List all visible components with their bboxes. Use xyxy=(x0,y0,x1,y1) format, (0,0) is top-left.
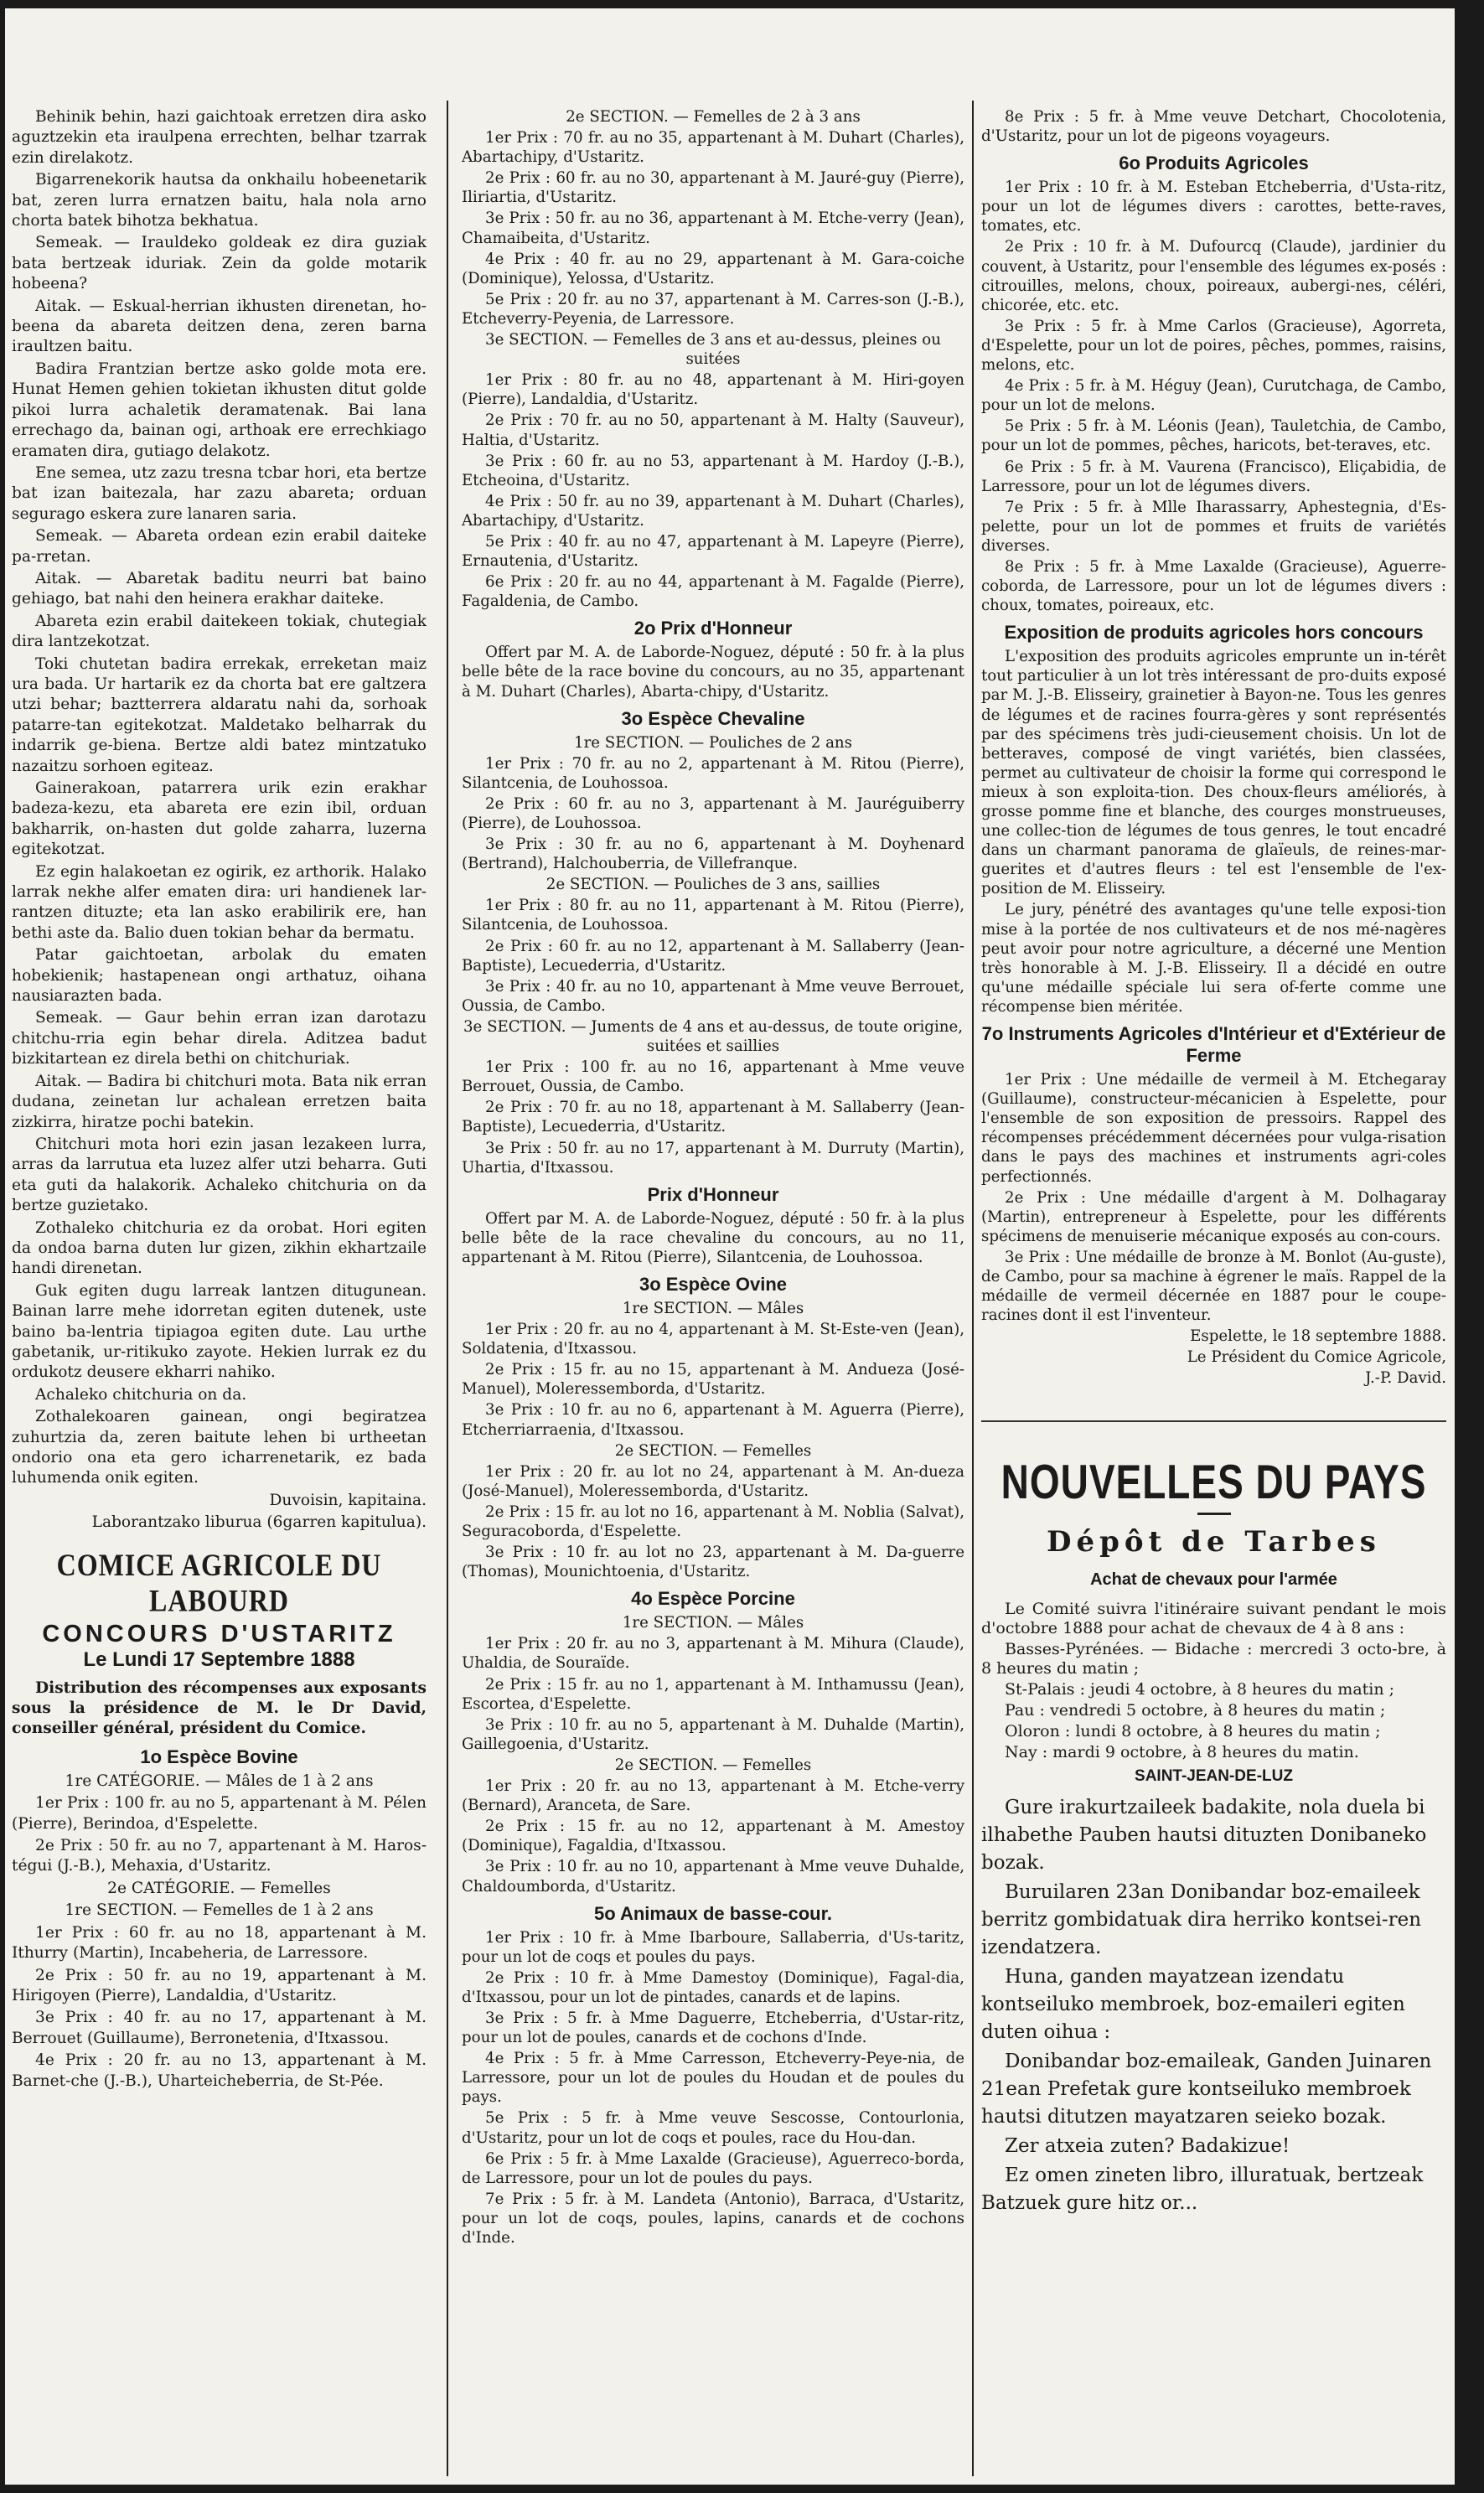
prize-entry: 4e Prix : 40 fr. au no 29, appartenant à M. Gara-coiche (Dominique), Yelossa, d'Ustaritz. xyxy=(462,250,964,287)
article-paragraph: Toki chutetan badira errekak, erreketan maiz ura bada. Ur hartarik ez da chorta bat ere galtzera utzi behar; baztterrera aldaratu nahi da, sorhoak patarre-tan egitekotzat. Maldetako belharrak du indarrik ge-biena. Bertze aldi batez mintzatuko nazaitzu sorhoen egiteaz. xyxy=(12,654,427,775)
section-label: 1re SECTION. — Mâles xyxy=(622,1614,804,1632)
section-heading: 2o Prix d'Honneur xyxy=(633,618,793,639)
prize-entry: 3e Prix : Une médaille de bronze à M. Bonlot (Au-guste), de Cambo, pour sa machine à égrener le maïs. Rappel de la médaille de vermeil décernée en 1887 pour le coupe-racines dont il est l'inventeur. xyxy=(981,1248,1446,1325)
prize-entry: 1er Prix : 100 fr. au no 16, appartenant à Mme veuve Berrouet, Oussia, de Cambo. xyxy=(462,1058,964,1096)
itinerary-line: Oloron : lundi 8 octobre, à 8 heures du matin ; xyxy=(1005,1722,1381,1741)
prize-entry: 2e Prix : 15 fr. au no 15, appartenant à M. Andueza (José-Manuel), Moleressemborda, d'Ustaritz. xyxy=(462,1361,964,1399)
prize-entry: Offert par M. A. de Laborde-Noguez, député : 50 fr. à la plus belle bête de la race bovine du concours, au no 35, appartenant à M. Duhart (Charles), Abarta-chipy, d'Ustaritz. xyxy=(462,644,964,701)
prize-entry: 2e Prix : 50 fr. au no 19, appartenant à M. Hirigoyen (Pierre), Landaldia, d'Ustaritz. xyxy=(12,1966,427,2004)
prize-entry: 2e Prix : 60 fr. au no 12, appartenant à M. Sallaberry (Jean-Baptiste), Lecuederria, d'Ustaritz. xyxy=(462,937,964,975)
prize-entry: 1er Prix : 10 fr. à Mme Ibarboure, Sallaberria, d'Us-taritz, pour un lot de coqs et poules du pays. xyxy=(462,1928,964,1966)
prize-entry: 3e Prix : 30 fr. au no 6, appartenant à M. Doyhenard (Bertrand), Halchouberria, de Villefranque. xyxy=(462,835,964,873)
itinerary-line: St-Palais : jeudi 4 octobre, à 8 heures du matin ; xyxy=(1005,1679,1395,1699)
prize-entry: 4e Prix : 5 fr. à Mme Carresson, Etcheverry-Peye-nia, de Larressore, pour un lot de poules du Houdan et de poules du pays. xyxy=(462,2050,964,2107)
section-label: 1re SECTION. — Mâles xyxy=(622,1299,804,1317)
column-concours-results xyxy=(462,107,964,2249)
prize-entry: 3e Prix : 10 fr. au no 5, appartenant à M. Duhalde (Martin), Gaillegoenia, d'Ustaritz. xyxy=(462,1715,964,1753)
prize-entry: 1er Prix : 70 fr. au no 35, appartenant à M. Duhart (Charles), Abartachipy, d'Ustaritz. xyxy=(462,129,964,167)
prize-entry: 4e Prix : 5 fr. à M. Héguy (Jean), Curutchaga, de Cambo, pour un lot de melons. xyxy=(981,377,1446,415)
prize-entry: 2e Prix : 50 fr. au no 7, appartenant à M. Haros-tégui (J.-B.), Mehaxia, d'Ustaritz. xyxy=(12,1837,427,1875)
concours-date: Le Lundi 17 Septembre 1888 xyxy=(83,1647,355,1671)
prize-entry: 3e Prix : 5 fr. à Mme Carlos (Gracieuse), Agorreta, d'Espelette, pour un lot de poires, pêches, pommes, raisins, melons, etc. xyxy=(981,317,1446,375)
section-label: 3e SECTION. — Femelles de 3 ans et au-dessus, pleines ou suitées xyxy=(485,331,941,369)
section-label: 3e SECTION. — Juments de 4 ans et au-dessus, de toute origine, suitées et saillies xyxy=(463,1017,964,1056)
concours-title: CONCOURS D'USTARITZ xyxy=(42,1620,396,1647)
prize-entry: 6e Prix : 5 fr. à Mme Laxalde (Gracieuse), Aguerreco-borda, de Larressore, pour un lot de poules du pays. xyxy=(462,2149,964,2187)
concours-intro: Distribution des récompenses aux exposants sous la présidence de M. le Dr David, conseiller général, président du Comice. xyxy=(12,1678,427,1738)
column-rule-1 xyxy=(447,101,448,2476)
article-paragraph: Chitchuri mota hori ezin jasan lezakeen lurra, arras da larrutua eta luzez alfer utzi beharra. Guti eta guti da halakorik. Achaleko chitchuria on da bertze guzietako. xyxy=(12,1135,427,1215)
saint-jean-de-luz-title: SAINT-JEAN-DE-LUZ xyxy=(1135,1767,1293,1786)
prize-entry: 5e Prix : 5 fr. à M. Léonis (Jean), Tauletchia, de Cambo, pour un lot de pommes, pêches, haricots, bet-teraves, etc. xyxy=(981,417,1446,455)
category-label: 2e CATÉGORIE. — Femelles xyxy=(107,1879,331,1897)
section-label: 2e SECTION. — Femelles xyxy=(614,1441,812,1460)
section-heading: Exposition de produits agricoles hors concours xyxy=(1004,622,1424,644)
article-paragraph: Zothalekoaren gainean, ongi begiratzea zuhurtzia da, zeren baitute lehen bi urtheetan ondorio ona eta gero icharrenetarik, ez bada luhumenda onik egiten. xyxy=(12,1408,427,1487)
itinerary-line: Pau : vendredi 5 octobre, à 8 heures du matin ; xyxy=(1005,1701,1386,1720)
prize-entry: L'exposition des produits agricoles emprunte un in-térêt tout particulier à un lot très intéressant de pro-duits exposé par M. J.-B. Elisseiry, grainetier à Bayon-ne. Tous les genres de légumes et de racines fourra-gères y sont représentés par des spécimens très judi-cieusement choisis. Un lot de betteraves, composé de vingt variétés, bien classées, permet au cultivateur de choisir la forme qui correspond le mieux à son exploita-tion. Des choux-fleurs améliorés, à grosse pomme fine et blanche, des courges monstrueuses, une collec-tion de légumes de tous genres, le tout encadré dans un charmant panorama de glaïeuls, de reines-mar-guerites et d'autres fleurs : tel est l'ensemble de l'ex-position de M. Elisseiry. xyxy=(981,648,1446,898)
itinerary-line: Nay : mardi 9 octobre, à 8 heures du matin. xyxy=(1005,1743,1359,1762)
section-heading: 7o Instruments Agricoles d'Intérieur et d'Extérieur de Ferme xyxy=(981,1023,1446,1067)
basque-paragraph: Zer atxeia zuten? Badakizue! xyxy=(1005,2135,1290,2158)
article-paragraph: Badira Frantzian bertze asko golde mota ere. Hunat Hemen gehien tokietan ikhusten ditut golde pikoi lurra achaletik deramatenak. Bai lana errechago da, bainan ogi, arthoak ere errechkiago eramaten dira, gutiago delakotz. xyxy=(12,359,427,460)
itinerary-line: Le Comité suivra l'itinéraire suivant pendant le mois d'octobre 1888 pour achat de chevaux de 4 à 8 ans : xyxy=(981,1599,1446,1637)
prize-entry: 1er Prix : 20 fr. au no 3, appartenant à M. Mihura (Claude), Uhaldia, de Souraïde. xyxy=(462,1635,964,1673)
prize-entry: 3e Prix : 40 fr. au no 17, appartenant à M. Berrouet (Guillaume), Berronetenia, d'Itxassou. xyxy=(12,2009,427,2047)
newspaper-page xyxy=(5,8,1455,2485)
section-heading: 3o Espèce Chevaline xyxy=(621,707,805,729)
article-paragraph: Semeak. — Gaur behin erran izan darotazu chitchu-rria egin behar direla. Aditzea badut bizkitartean ez direla bethi on chitchuriak. xyxy=(12,1009,427,1068)
prize-entry: 2e Prix : 10 fr. à M. Dufourcq (Claude), jardinier du couvent, à Ustaritz, pour l'ensemble des légumes ex-posés : citrouilles, melons, choux, poireaux, aubergi-nes, céléri, chicorée, etc. etc. xyxy=(981,238,1446,314)
column-nouvelles xyxy=(981,107,1446,2219)
prize-entry: 7e Prix : 5 fr. à Mlle Iharassarry, Aphestegnia, d'Es-pelette, pour un lot de pommes et fruits de variétés diverses. xyxy=(981,498,1446,555)
basque-paragraph: Gure irakurtzaileek badakite, nola duela bi ilhabethe Pauben hautsi dituzten Donibaneko bozak. xyxy=(981,1797,1427,1875)
prize-entry: 2e Prix : 70 fr. au no 18, appartenant à M. Sallaberry (Jean-Baptiste), Lecuederria, d'Ustaritz. xyxy=(462,1099,964,1136)
article-paragraph: Semeak. — Abareta ordean ezin erabil daiteke pa-rretan. xyxy=(12,527,427,566)
section-label: 1re SECTION. — Pouliches de 2 ans xyxy=(574,733,852,752)
prize-entry: 7e Prix : 5 fr. à M. Landeta (Antonio), Barraca, d'Ustaritz, pour un lot de coqs, poules, lapins, canards et de cochons d'Inde. xyxy=(462,2190,964,2247)
basque-paragraph: Donibandar boz-emaileak, Ganden Juinaren 21ean Prefetak gure kontseiluko membroek hautsi ditutzen mayatzaren seieko bozak. xyxy=(981,2051,1432,2128)
section-heading: 6o Produits Agricoles xyxy=(1119,153,1309,174)
prize-entry: 3e Prix : 40 fr. au no 10, appartenant à Mme veuve Berrouet, Oussia, de Cambo. xyxy=(462,977,964,1015)
achat-title: Achat de chevaux pour l'armée xyxy=(1090,1570,1337,1589)
prize-entry: 5e Prix : 40 fr. au no 47, appartenant à M. Lapeyre (Pierre), Ernautenia, d'Ustaritz. xyxy=(462,532,964,571)
article-paragraph: Abareta ezin erabil daitekeen tokiak, chutegiak dira lantzekotzat. xyxy=(12,612,427,651)
prize-entry: 4e Prix : 50 fr. au no 39, appartenant à M. Duhart (Charles), Abartachipy, d'Ustaritz. xyxy=(462,492,964,530)
section-heading: 5o Animaux de basse-cour. xyxy=(593,1902,833,1924)
category-label: 1re SECTION. — Femelles de 1 à 2 ans xyxy=(65,1901,374,1920)
section-heading: 4o Espèce Porcine xyxy=(631,1588,795,1610)
prize-entry: 2e Prix : 10 fr. à Mme Damestoy (Dominique), Fagal-dia, d'Itxassou, pour un lot de pintades, canards et de lapins. xyxy=(462,1968,964,2006)
prize-entry: 3e Prix : 50 fr. au no 17, appartenant à M. Durruty (Martin), Uhartia, d'Itxassou. xyxy=(462,1139,964,1177)
section-label: 2e SECTION. — Femelles de 2 à 3 ans xyxy=(566,108,861,126)
prize-entry: 5e Prix : 5 fr. à Mme veuve Sescosse, Contourlonia, d'Ustaritz, pour un lot de coqs et poules, race du Hou-dan. xyxy=(462,2109,964,2147)
prize-entry: 1er Prix : 100 fr. au no 5, appartenant à M. Pélen (Pierre), Berindoa, d'Espelette. xyxy=(12,1794,427,1833)
prize-entry: 1er Prix : 10 fr. à M. Esteban Etcheberria, d'Usta-ritz, pour un lot de légumes divers : carottes, bette-raves, tomates, etc. xyxy=(981,178,1446,235)
column-rule-2 xyxy=(972,101,974,2476)
prize-entry: 3e Prix : 5 fr. à Mme Daguerre, Etcheberria, d'Ustar-ritz, pour un lot de poules, canards et de cochons d'Inde. xyxy=(462,2009,964,2047)
article-paragraph: Gainerakoan, patarrera urik ezin erakhar badeza-kezu, eta abareta ere ezin ibil, orduan bakharrik, on-hasten dut golde zaharra, luzerna egitekotzat. xyxy=(12,779,427,859)
prize-entry: 2e Prix : 15 fr. au no 1, appartenant à M. Inthamussu (Jean), Escortea, d'Espelette. xyxy=(462,1675,964,1713)
prize-entry: 1er Prix : 80 fr. au no 11, appartenant à M. Ritou (Pierre), Silantcenia, de Louhossoa. xyxy=(462,897,964,934)
article-paragraph: Patar gaichtoetan, arbolak du ematen hobekienik; hastapenean ongi arthatuz, oihana nausiarazten bada. xyxy=(12,946,427,1006)
article-paragraph: Aitak. — Badira bi chitchuri mota. Bata nik erran dudana, zeinetan lur achalean erretzen baita zizkirra, hiratze pochi batekin. xyxy=(12,1072,427,1131)
column-basque-article xyxy=(12,107,427,2093)
prize-entry: 2e Prix : 60 fr. au no 30, appartenant à M. Jauré-guy (Pierre), Iliriartia, d'Ustaritz. xyxy=(462,169,964,207)
prize-entry: 8e Prix : 5 fr. à Mme Laxalde (Gracieuse), Aguerre-coborda, de Larressore, pour un lot de légumes divers : choux, tomates, poireaux, etc. xyxy=(981,557,1446,615)
prize-entry: 1er Prix : 70 fr. au no 2, appartenant à M. Ritou (Pierre), Silantcenia, de Louhossoa. xyxy=(462,754,964,792)
prize-entry: 1er Prix : 20 fr. au no 4, appartenant à M. St-Este-ven (Jean), Soldatenia, d'Itxassou. xyxy=(462,1321,964,1358)
article-paragraph: Ene semea, utz zazu tresna tcbar hori, eta bertze bat izan baitezala, har zazu abareta; orduan segurago eskera zure lanaren saria. xyxy=(12,463,427,523)
prize-entry: 3e Prix : 50 fr. au no 36, appartenant à M. Etche-verry (Jean), Chamaibeita, d'Ustaritz. xyxy=(462,209,964,247)
prize-entry: 1er Prix : 20 fr. au no 13, appartenant à M. Etche-verry (Bernard), Aranceta, de Sare. xyxy=(462,1777,964,1815)
signature-line: J.-P. David. xyxy=(1365,1369,1446,1388)
article-signature: Duvoisin, kapitaina. xyxy=(269,1491,427,1509)
article-paragraph: Bigarrenekorik hautsa da onkhailu hobeenetarik bat, zeren lurra ernatzen baitu, hala nola arno chorta batek bihotza bekhatua. xyxy=(12,171,427,230)
depot-title: Dépôt de Tarbes xyxy=(1047,1524,1381,1559)
prize-entry: 2e Prix : Une médaille d'argent à M. Dolhagaray (Martin), entrepreneur à Espelette, pour les différents spécimens de menuiserie mécanique exposés au con-cours. xyxy=(981,1188,1446,1245)
article-paragraph: Achaleko chitchuria on da. xyxy=(35,1385,247,1404)
section-heading: Prix d'Honneur xyxy=(647,1183,779,1205)
section-label: 2e SECTION. — Pouliches de 3 ans, saillies xyxy=(546,876,881,894)
prize-entry: 1er Prix : Une médaille de vermeil à M. Etchegaray (Guillaume), constructeur-mécanicien à Espelette, pour l'ensemble de son exposition de pressoirs. Rappel des récompenses précédemment décernées pour vulga-risation dans le pays des machines et instruments agri-coles perfectionnés. xyxy=(981,1071,1446,1186)
prize-entry: 6e Prix : 20 fr. au no 44, appartenant à M. Fagalde (Pierre), Fagaldenia, de Cambo. xyxy=(462,573,964,611)
article-paragraph: Behinik behin, hazi gaichtoak erretzen dira asko aguztzekin eta iraulpena errechten, belhar tzarrak ezin direlakotz. xyxy=(12,108,427,167)
prize-entry: 2e Prix : 70 fr. au no 50, appartenant à M. Halty (Sauveur), Haltia, d'Ustaritz. xyxy=(462,411,964,449)
prize-entry: 1er Prix : 20 fr. au lot no 24, appartenant à M. An-dueza (José-Manuel), Moleressemborda, d'Ustaritz. xyxy=(462,1462,964,1500)
itinerary-line: Basses-Pyrénées. — Bidache : mercredi 3 octo-bre, à 8 heures du matin ; xyxy=(981,1639,1446,1678)
section-label: 2e SECTION. — Femelles xyxy=(614,1756,812,1774)
prize-entry: 3e Prix : 10 fr. au lot no 23, appartenant à M. Da-guerre (Thomas), Mounichtoenia, d'Ustaritz. xyxy=(462,1544,964,1581)
signature-line: Le Président du Comice Agricole, xyxy=(1187,1348,1446,1367)
prize-entry: 8e Prix : 5 fr. à Mme veuve Detchart, Chocolotenia, d'Ustaritz, pour un lot de pigeons voyageurs. xyxy=(981,108,1446,146)
article-paragraph: Aitak. — Eskual-herrian ikhusten direnetan, ho-beena da abareta deitzen dena, zeren barna iraultzen baitu. xyxy=(12,297,427,356)
title-dash xyxy=(1197,1513,1231,1515)
prize-entry: 3e Prix : 60 fr. au no 53, appartenant à M. Hardoy (J.-B.), Etcheoina, d'Ustaritz. xyxy=(462,452,964,489)
basque-paragraph: Ez omen zineten libro, illuratuak, bertzeak Batzuek gure hitz or... xyxy=(981,2165,1424,2215)
prize-entry: 2e Prix : 60 fr. au no 3, appartenant à M. Jauréguiberry (Pierre), de Louhossoa. xyxy=(462,794,964,832)
prize-entry: 4e Prix : 20 fr. au no 13, appartenant à M. Barnet-che (J.-B.), Uharteicheberria, de St-Pée. xyxy=(12,2051,427,2090)
basque-paragraph: Huna, ganden mayatzean izendatu kontseiluko membroek, boz-emaileri egiten duten oihua : xyxy=(981,1966,1405,2044)
signature-line: Espelette, le 18 septembre 1888. xyxy=(1190,1327,1446,1346)
prize-entry: 3e Prix : 10 fr. au no 6, appartenant à M. Aguerra (Pierre), Etcherriarraenia, d'Itxassou. xyxy=(462,1401,964,1439)
article-paragraph: Semeak. — Irauldeko goldeak ez dira guziak bata bertzeak iduriak. Zein da golde motarik hobeena? xyxy=(12,234,427,293)
prize-entry: 6e Prix : 5 fr. à M. Vaurena (Francisco), Eliçabidia, de Larressore, pour un lot de légumes divers. xyxy=(981,458,1446,495)
prize-entry: 2e Prix : 15 fr. au lot no 16, appartenant à M. Noblia (Salvat), Seguracoborda, d'Espelette. xyxy=(462,1503,964,1540)
article-paragraph: Zothaleko chitchuria ez da orobat. Hori egiten da ondoa barna duten lur gizen, zikhin ekhartzaile handi direnetan. xyxy=(12,1218,427,1278)
category-label: 1re CATÉGORIE. — Mâles de 1 à 2 ans xyxy=(65,1771,374,1790)
article-paragraph: Aitak. — Abaretak baditu neurri bat baino gehiago, bat nahi den heinera erakhar daiteke. xyxy=(12,569,427,608)
prize-entry: 5e Prix : 20 fr. au no 37, appartenant à M. Carres-son (J.-B.), Etcheverry-Peyenia, de Larressore. xyxy=(462,290,964,328)
article-source: Laborantzako liburua (6garren kapitulua). xyxy=(91,1513,427,1532)
nouvelles-title: NOUVELLES DU PAYS xyxy=(1001,1454,1427,1509)
article-paragraph: Ez egin halakoetan ez ogirik, ez arthorik. Halako larrak nekhe alfer ematen dira: uri handienek lar-rantzen dituzte; eta lan asko erabilirik ere, han bethi aste da. Balio duen tokian behar da bermatu. xyxy=(12,862,427,942)
prize-entry: 1er Prix : 60 fr. au no 18, appartenant à M. Ithurry (Martin), Incabeheria, de Larressore. xyxy=(12,1923,427,1963)
article-paragraph: Guk egiten dugu larreak lantzen ditugunean. Bainan larre mehe idorretan egiten dutenek, uste baino ba-lentria tipiagoa egiten dute. Lau urthe gabetanik, ur-ritikuko zayote. Hekien lurrak ez du ordukotz deusere ekharri nahiko. xyxy=(12,1281,427,1382)
prize-entry: 2e Prix : 15 fr. au no 12, appartenant à M. Amestoy (Dominique), Fagaldia, d'Itxassou. xyxy=(462,1818,964,1855)
section-heading: 3o Espèce Ovine xyxy=(639,1273,788,1295)
basque-paragraph: Buruilaren 23an Donibandar boz-emaileek berritz gombidatuak dira herriko kontsei-ren izendatzera. xyxy=(981,1881,1422,1959)
section-heading: 1o Espèce Bovine xyxy=(140,1746,298,1767)
prize-entry: 3e Prix : 10 fr. au no 10, appartenant à Mme veuve Duhalde, Chaldoumborda, d'Ustaritz. xyxy=(462,1858,964,1896)
comice-title: COMICE AGRICOLE DU LABOURD xyxy=(56,1547,382,1618)
prize-entry: Offert par M. A. de Laborde-Noguez, député : 50 fr. à la plus belle bête de la race chevaline du concours, au no 11, appartenant à M. Ritou (Pierre), Silantcenia, de Louhossoa. xyxy=(462,1209,964,1266)
separator-rule xyxy=(981,1420,1446,1422)
prize-entry: Le jury, pénétré des avantages qu'une telle exposi-tion mise à la portée de nos cultivateurs et de nos mé-nagères peut avoir pour notre agriculture, a décerné une Mention très honorable à M. J.-B. Elisseiry. Il a décidé en outre qu'une médaille spéciale lui sera of-ferte comme une récompense bien méritée. xyxy=(981,901,1446,1016)
prize-entry: 1er Prix : 80 fr. au no 48, appartenant à M. Hiri-goyen (Pierre), Landaldia, d'Ustaritz. xyxy=(462,371,964,409)
